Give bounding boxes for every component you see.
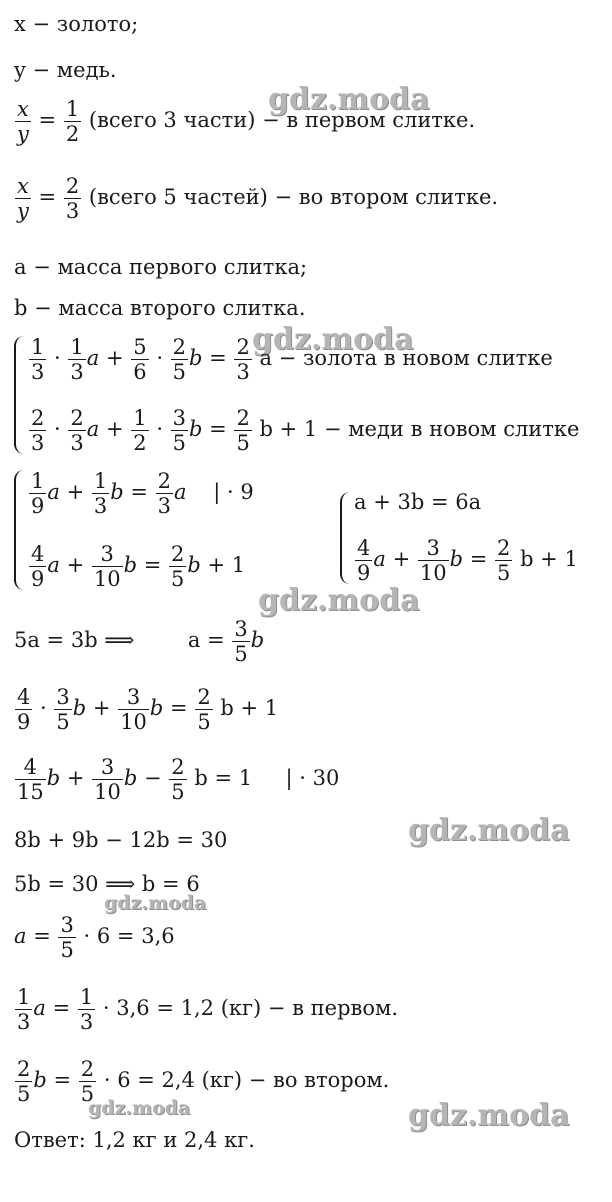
system3-row1: a + 3b = 6a <box>354 490 482 514</box>
watermark: gdz.moda <box>268 82 430 117</box>
system2-multiplier: | · 9 <box>213 480 254 505</box>
brace <box>14 470 25 590</box>
eq7-tail: · 3,6 = 1,2 (кг) − в первом. <box>102 996 398 1021</box>
system2-row1: $\frac{1}{9}$ a + $\frac{1}{3}$ b = $\frac{2}{3}$ a | · 9 <box>31 469 254 519</box>
eq1-left: 5a = 3b ⟹ <box>14 628 135 653</box>
eq3-multiplier: | · 30 <box>285 766 340 791</box>
watermark: gdz.moda <box>408 1098 570 1133</box>
watermark: gdz.moda <box>258 583 420 618</box>
definition-mass-a: a − масса первого слитка; <box>14 255 308 279</box>
ratio-second-ingot: $\frac{x}{y}$ = $\frac{2}{3}$ (всего 5 частей) − во втором слитке. <box>17 174 499 224</box>
watermark: gdz.moda <box>408 813 570 848</box>
eq2-tail: b + 1 <box>220 696 279 721</box>
system1-row1: $\frac{1}{3}$ · $\frac{1}{3}$ a + $\frac{5}{6}$ · $\frac{2}{5}$ b = $\frac{2}{3}$ a − золота в новом слитке <box>31 335 553 385</box>
equation-a-from-b: 5a = 3b ⟹ a = $\frac{3}{5}$ b <box>14 617 265 667</box>
watermark: gdz.moda <box>252 322 414 357</box>
ratio-first-ingot: $\frac{x}{y}$ = $\frac{1}{2}$ (всего 3 части) − в первом слитке. <box>17 97 476 147</box>
ratio-first-text: (всего 3 части) − в первом слитке. <box>88 108 476 133</box>
equation-b-solution: 5b = 30 ⟹ b = 6 <box>14 872 200 896</box>
system3-row2: $\frac{4}{9}$ a + $\frac{3}{10}$ b = $\frac{2}{5}$ b + 1 <box>357 535 578 585</box>
system1-row2: $\frac{2}{3}$ · $\frac{2}{3}$ a + $\frac{1}{2}$ · $\frac{3}{5}$ b = $\frac{2}{5}$ b + 1 − меди в новом слитке <box>31 405 580 455</box>
result-first-ingot: $\frac{1}{3}$ a = $\frac{1}{3}$ · 3,6 = 1,2 (кг) − в первом. <box>17 985 398 1035</box>
eq8-tail: · 6 = 2,4 (кг) − во втором. <box>103 1068 390 1093</box>
eq1-right: a = <box>187 628 225 653</box>
system-new-ingot <box>14 336 579 454</box>
definition-copper: y − медь. <box>14 58 117 82</box>
system-simplified <box>14 470 254 590</box>
watermark: gdz.moda <box>88 1097 191 1119</box>
answer: Ответ: 1,2 кг и 2,4 кг. <box>14 1128 255 1152</box>
definition-gold: x − золото; <box>14 12 139 36</box>
equation-integers: 8b + 9b − 12b = 30 <box>14 828 228 852</box>
watermark: gdz.moda <box>104 892 207 914</box>
system2-row2: $\frac{4}{9}$ a + $\frac{3}{10}$ b = $\frac{2}{5}$ b + 1 <box>31 541 246 591</box>
brace <box>340 492 351 584</box>
system3-row2-tail: b + 1 <box>520 546 578 571</box>
ratio-second-text: (всего 5 частей) − во втором слитке. <box>88 185 499 210</box>
system1-row1-tail: a − золота в новом слитке <box>259 346 553 371</box>
equation-a-solution: a = $\frac{3}{5}$ · 6 = 3,6 <box>14 913 175 963</box>
eq6-tail: · 6 = 3,6 <box>83 924 175 949</box>
definition-mass-b: b − масса второго слитка. <box>14 296 306 320</box>
eq3-tail: b = 1 <box>194 766 253 791</box>
equation-substitution: $\frac{4}{9}$ · $\frac{3}{5}$ b + $\frac{3}{10}$ b = $\frac{2}{5}$ b + 1 <box>17 685 279 735</box>
result-second-ingot: $\frac{2}{5}$ b = $\frac{2}{5}$ · 6 = 2,4 (кг) − во втором. <box>17 1057 390 1107</box>
brace <box>14 336 25 454</box>
equation-combine: $\frac{4}{15}$ b + $\frac{3}{10}$ b − $\frac{2}{5}$ b = 1 | · 30 <box>17 755 340 805</box>
system-multiplied <box>340 492 578 584</box>
system1-row2-tail: b + 1 − меди в новом слитке <box>259 416 580 441</box>
